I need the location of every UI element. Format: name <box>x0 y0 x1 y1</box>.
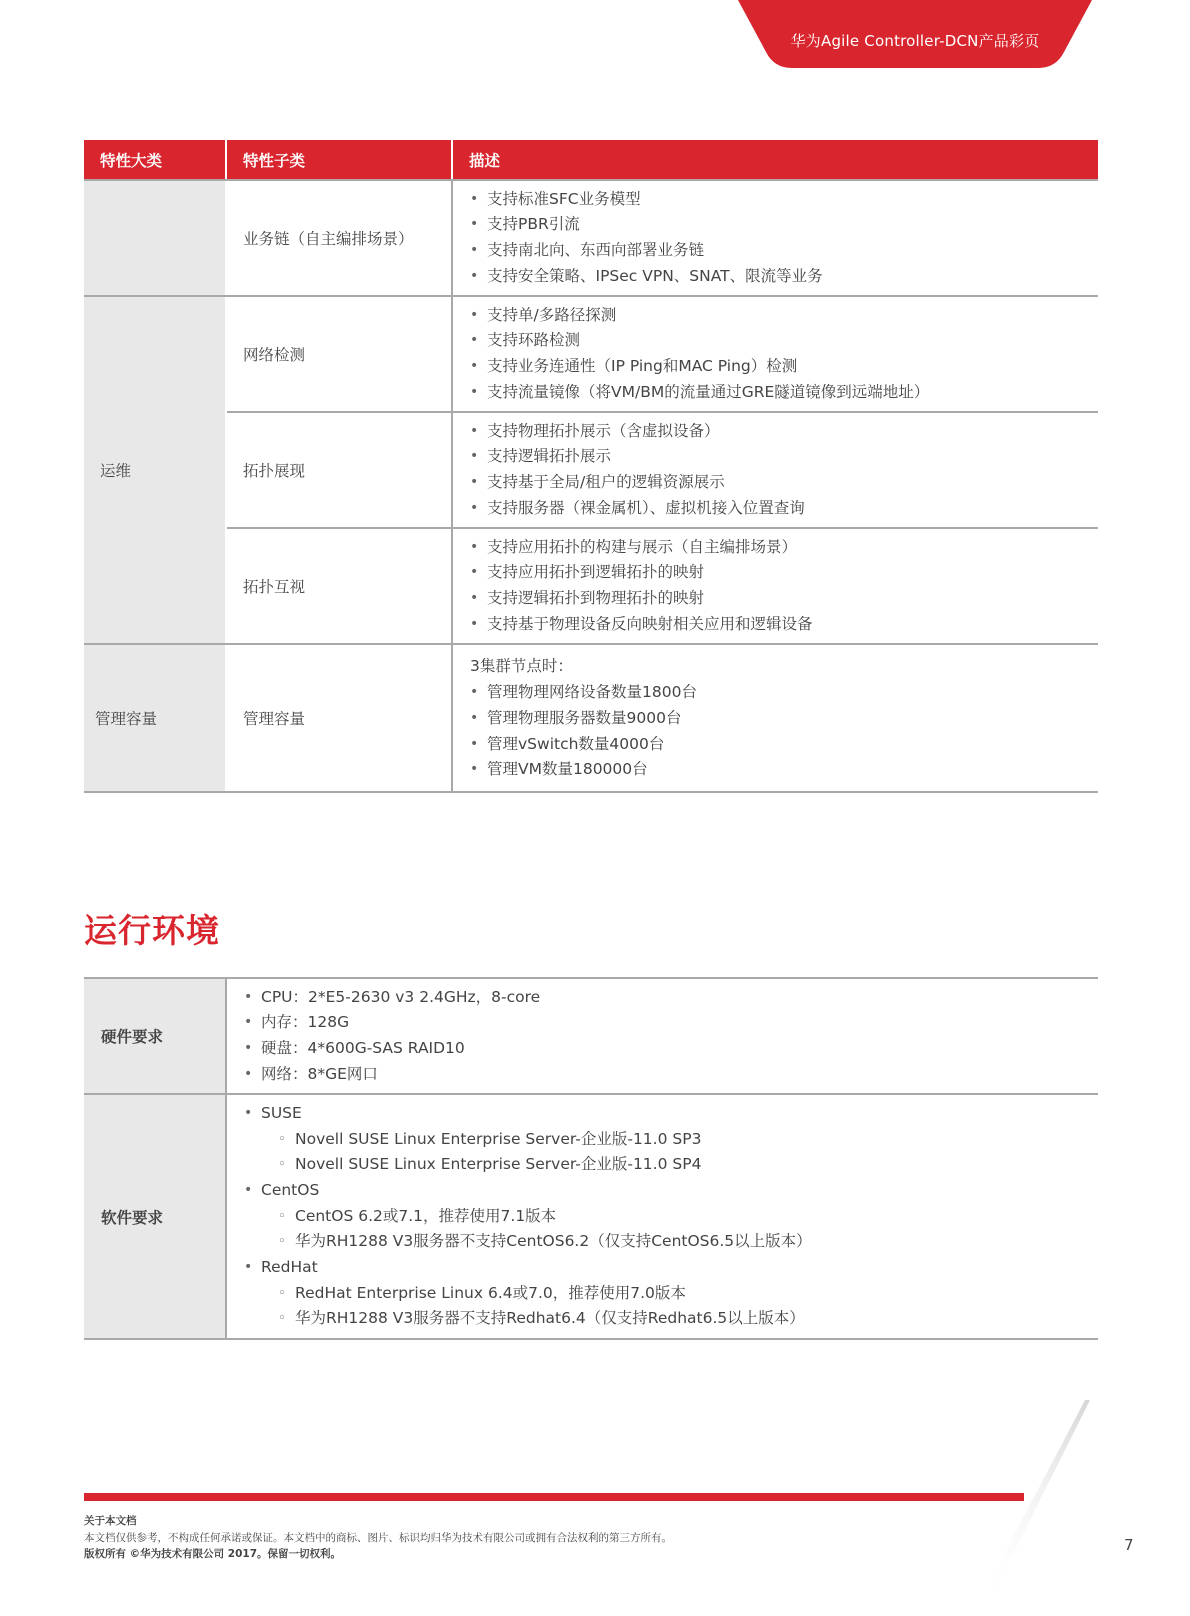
list-item: ◦ 华为RH1288 V3服务器不支持CentOS6.2（仅支持CentOS6.5以上版本） <box>261 1229 1098 1255</box>
footer-disclaimer <box>84 1513 672 1563</box>
software-cell <box>226 1094 1098 1339</box>
subcategory-cell: 拓扑互视 <box>226 528 452 644</box>
table-row <box>84 528 1098 644</box>
description-cell <box>452 296 1098 412</box>
description-cell <box>452 412 1098 528</box>
header-subcategory: 特性子类 <box>226 140 452 180</box>
hardware-cell <box>226 978 1098 1094</box>
category-cell-capacity: 管理容量 <box>84 644 226 792</box>
list-item: • 支持服务器（裸金属机）、虚拟机接入位置查询 <box>453 496 1098 522</box>
list-item: ◦ Novell SUSE Linux Enterprise Server-企业版-11.0 SP4 <box>261 1152 1098 1178</box>
list-item: ◦ CentOS 6.2或7.1，推荐使用7.1版本 <box>261 1204 1098 1230</box>
subcategory-cell: 拓扑展现 <box>226 412 452 528</box>
page-number: 7 <box>1124 1536 1134 1554</box>
subcategory-cell: 管理容量 <box>226 644 452 792</box>
subcategory-cell: 业务链（自主编排场景） <box>226 180 452 296</box>
section-title: 运行环境 <box>84 911 220 950</box>
description-cell <box>452 528 1098 644</box>
environment-table <box>84 977 1098 1340</box>
hardware-label: 硬件要求 <box>84 978 226 1094</box>
feature-table <box>84 140 1098 793</box>
os-group-name: SUSE <box>261 1103 302 1122</box>
list-item: • 支持环路检测 <box>453 328 1098 354</box>
software-label: 软件要求 <box>84 1094 226 1339</box>
list-item: • 支持逻辑拓扑到物理拓扑的映射 <box>453 586 1098 612</box>
list-item: • 支持物理拓扑展示（含虚拟设备） <box>453 419 1098 445</box>
list-item: • 支持南北向、东西向部署业务链 <box>453 238 1098 264</box>
list-item: • 硬盘：4*600G-SAS RAID10 <box>227 1036 1098 1062</box>
os-group <box>227 1178 1098 1255</box>
table-row <box>84 978 1098 1094</box>
footer-bar <box>84 1493 1024 1501</box>
list-item: ◦ RedHat Enterprise Linux 6.4或7.0，推荐使用7.0版本 <box>261 1281 1098 1307</box>
table-row <box>84 644 1098 792</box>
list-item: ◦ 华为RH1288 V3服务器不支持Redhat6.4（仅支持Redhat6.5以上版本） <box>261 1306 1098 1332</box>
os-group <box>227 1101 1098 1178</box>
list-item: • 管理物理网络设备数量1800台 <box>453 680 1098 706</box>
list-item: • 支持基于物理设备反向映射相关应用和逻辑设备 <box>453 612 1098 638</box>
footer-copyright: 版权所有 ©华为技术有限公司 2017。保留一切权利。 <box>84 1548 342 1560</box>
list-item: • 管理vSwitch数量4000台 <box>453 732 1098 758</box>
list-item: • 支持逻辑拓扑展示 <box>453 444 1098 470</box>
list-item: • 支持应用拓扑到逻辑拓扑的映射 <box>453 560 1098 586</box>
description-cell <box>452 644 1098 792</box>
document-title: 华为Agile Controller-DCN产品彩页 <box>790 32 1040 50</box>
header-description: 描述 <box>452 140 1098 180</box>
category-cell <box>84 180 226 296</box>
list-item: • 支持单/多路径探测 <box>453 303 1098 329</box>
list-item: • 支持标准SFC业务模型 <box>453 187 1098 213</box>
category-cell-operations: 运维 <box>84 296 226 644</box>
description-lead: 3集群节点时： <box>470 657 573 676</box>
header-tab <box>738 0 1092 68</box>
table-row <box>84 412 1098 528</box>
list-item: • 支持PBR引流 <box>453 212 1098 238</box>
os-group-name: RedHat <box>261 1258 318 1277</box>
footer-heading: 关于本文档 <box>84 1515 137 1527</box>
list-item: • 支持基于全局/租户的逻辑资源展示 <box>453 470 1098 496</box>
list-item: • 支持应用拓扑的构建与展示（自主编排场景） <box>453 535 1098 561</box>
list-item: • 内存：128G <box>227 1010 1098 1036</box>
header-category: 特性大类 <box>84 140 226 180</box>
os-group <box>227 1255 1098 1332</box>
table-row <box>84 1094 1098 1339</box>
list-item: • 支持流量镜像（将VM/BM的流量通过GRE隧道镜像到远端地址） <box>453 380 1098 406</box>
list-item: • CPU：2*E5-2630 v3 2.4GHz，8-core <box>227 985 1098 1011</box>
os-group-name: CentOS <box>261 1180 320 1199</box>
list-item: ◦ Novell SUSE Linux Enterprise Server-企业版-11.0 SP3 <box>261 1127 1098 1153</box>
subcategory-cell: 网络检测 <box>226 296 452 412</box>
list-item: • 管理VM数量180000台 <box>453 757 1098 783</box>
list-item: • 支持安全策略、IPSec VPN、SNAT、限流等业务 <box>453 264 1098 290</box>
list-item: • 支持业务连通性（IP Ping和MAC Ping）检测 <box>453 354 1098 380</box>
table-row <box>84 296 1098 412</box>
list-item: • 管理物理服务器数量9000台 <box>453 706 1098 732</box>
table-row <box>84 180 1098 296</box>
description-cell <box>452 180 1098 296</box>
list-item: • 网络：8*GE网口 <box>227 1062 1098 1088</box>
feature-table-header-row <box>84 140 1098 180</box>
footer-line: 本文档仅供参考，不构成任何承诺或保证。本文档中的商标、图片、标识均归华为技术有限公司或拥有合法权利的第三方所有。 <box>84 1531 672 1544</box>
